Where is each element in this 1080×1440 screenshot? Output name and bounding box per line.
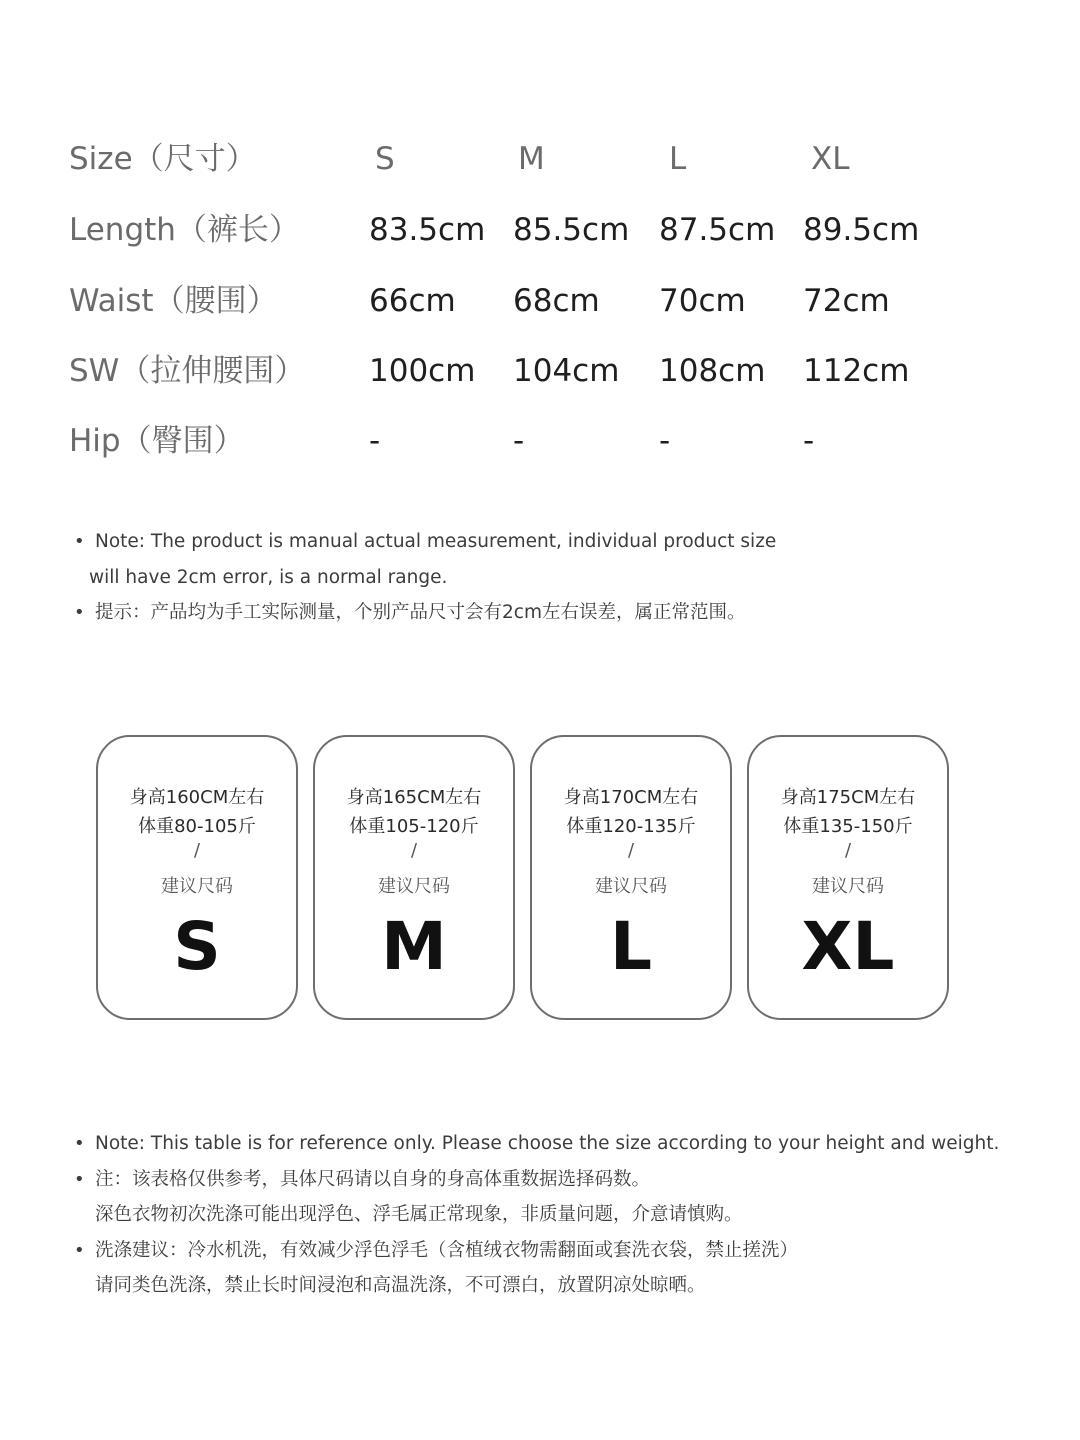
size-row-hip	[0, 406, 1080, 476]
waist-m: 68cm	[513, 283, 600, 319]
note-line: Note: The product is manual actual measurement, individual product size	[95, 531, 777, 552]
card-height: 身高165CM左右	[346, 787, 482, 808]
row-label-hip: Hip（臀围）	[69, 423, 245, 459]
measurement-notes	[74, 524, 1034, 631]
size-header-m: M	[518, 141, 545, 177]
note-line: will have 2cm error, is a normal range.	[89, 566, 448, 588]
stretch-waist-s: 100cm	[369, 353, 476, 389]
note-line: 请同类色洗涤，禁止长时间浸泡和高温洗涤，不可漂白，放置阴凉处晾晒。	[95, 1275, 706, 1296]
size-row-stretch-waist	[0, 336, 1080, 406]
stretch-waist-l: 108cm	[659, 353, 766, 389]
row-label-length: Length（裤长）	[69, 212, 300, 248]
card-height: 身高160CM左右	[129, 787, 265, 808]
waist-s: 66cm	[369, 283, 456, 319]
size-row-length	[0, 195, 1080, 265]
size-header-row	[0, 124, 1080, 194]
card-weight: 体重135-150斤	[783, 816, 913, 837]
note-line: 注：该表格仅供参考，具体尺码请以自身的身高体重数据选择码数。	[95, 1168, 651, 1190]
bullet-icon: •	[74, 602, 85, 623]
card-size: L	[609, 908, 653, 985]
note-line: 深色衣物初次洗涤可能出现浮色、浮毛属正常现象，非质量问题，介意请慎购。	[95, 1204, 743, 1225]
note-item-reference-en	[74, 1126, 1034, 1162]
hip-m: -	[513, 423, 525, 459]
length-l: 87.5cm	[659, 212, 776, 248]
note-item-washing	[74, 1233, 1034, 1304]
size-row-waist	[0, 266, 1080, 336]
size-header-l: L	[669, 141, 687, 177]
card-height: 身高170CM左右	[563, 787, 699, 808]
hip-l: -	[659, 423, 671, 459]
size-recommendation-cards	[96, 735, 956, 1025]
stretch-waist-m: 104cm	[513, 353, 620, 389]
card-separator: /	[410, 840, 418, 861]
recommendation-card-m	[313, 735, 515, 1020]
card-separator: /	[627, 840, 635, 861]
card-size: M	[381, 908, 447, 985]
card-separator: /	[844, 840, 852, 861]
card-separator: /	[193, 840, 201, 861]
care-notes	[74, 1126, 1034, 1304]
recommendation-card-s	[96, 735, 298, 1020]
waist-xl: 72cm	[803, 283, 890, 319]
note-line: 洗涤建议：冷水机洗，有效减少浮色浮毛（含植绒衣物需翻面或套洗衣袋，禁止搓洗）	[95, 1239, 799, 1261]
length-m: 85.5cm	[513, 212, 630, 248]
bullet-icon: •	[74, 1168, 85, 1190]
note-item-measurement-en	[74, 524, 1034, 595]
bullet-icon: •	[74, 1239, 85, 1261]
bullet-icon: •	[74, 531, 85, 552]
card-label: 建议尺码	[378, 876, 450, 897]
length-s: 83.5cm	[369, 212, 486, 248]
note-item-reference-cn	[74, 1162, 1034, 1233]
card-size: XL	[801, 908, 895, 985]
card-weight: 体重80-105斤	[138, 816, 256, 837]
bullet-icon: •	[74, 1133, 85, 1154]
note-line: 提示：产品均为手工实际测量，个别产品尺寸会有2cm左右误差，属正常范围。	[95, 602, 746, 623]
card-weight: 体重120-135斤	[566, 816, 696, 837]
recommendation-card-xl	[747, 735, 949, 1020]
recommendation-card-l	[530, 735, 732, 1020]
note-line: Note: This table is for reference only. Please choose the size according to your height and weight.	[95, 1133, 1000, 1154]
card-label: 建议尺码	[161, 876, 233, 897]
stretch-waist-xl: 112cm	[803, 353, 910, 389]
card-size: S	[173, 908, 221, 985]
card-height: 身高175CM左右	[780, 787, 916, 808]
row-label-stretch-waist: SW（拉伸腰围）	[69, 353, 306, 389]
size-header-s: S	[375, 141, 395, 177]
size-header-label: Size（尺寸）	[69, 141, 257, 177]
card-weight: 体重105-120斤	[349, 816, 479, 837]
row-label-waist: Waist（腰围）	[69, 283, 278, 319]
hip-xl: -	[803, 423, 815, 459]
size-header-xl: XL	[811, 141, 850, 177]
card-label: 建议尺码	[595, 876, 667, 897]
card-label: 建议尺码	[812, 876, 884, 897]
note-item-measurement-cn	[74, 595, 1034, 631]
hip-s: -	[369, 423, 381, 459]
length-xl: 89.5cm	[803, 212, 920, 248]
waist-l: 70cm	[659, 283, 746, 319]
